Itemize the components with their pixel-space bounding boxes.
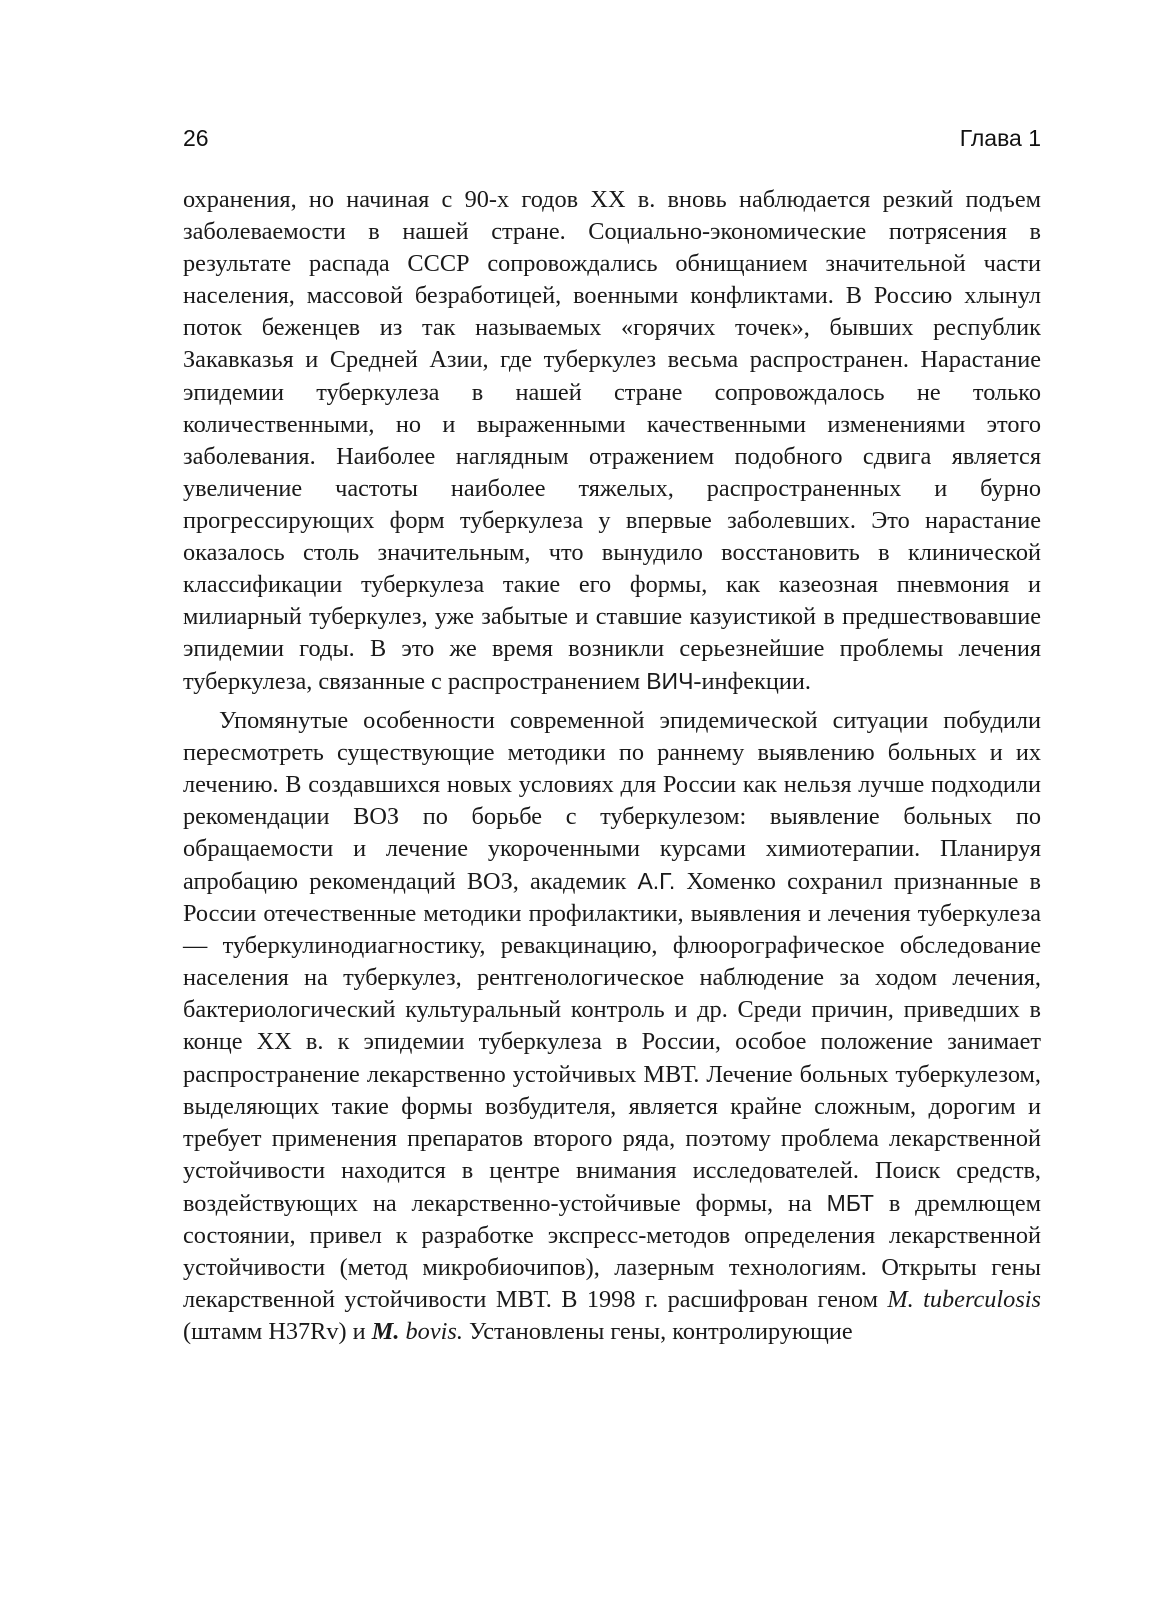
paragraph-2-text-d: (штамм H37Rv) и	[183, 1318, 372, 1346]
paragraph-2-text-b: Хоменко сохранил признанные в России отечественные методики профилактики, выявления и лечения туберкулеза — туберкулинодиагностику, ревакцинацию, флюорографическое обследование населения на туберкулез, рентгенологическое наблюдение за ходом лечения, бактериологический культуральный контроль и др. Среди причин, приведших в конце XX в. к эпидемии туберкулеза в России, особое положение занимает распространение лекарственно устойчивых МВТ. Лечение больных туберкулезом, выделяющих такие формы возбудителя, является крайне сложным, дорогим и требует применения препаратов второго ряда, поэтому проблема лекарственной устойчивости находится в центре внимания исследователей. Поиск средств, воздействующих на лекарственно-устойчивые формы, на	[183, 867, 1041, 1217]
abbreviation-mbt: МБТ	[826, 1189, 874, 1216]
page-number: 26	[183, 125, 209, 151]
paragraph-2-text-c: в дремлющем состоянии, привел к разработке экспресс-методов определения лекарственной устойчивости (метод микробиочипов), лазерным технологиям. Открыты гены лекарственной устойчивости МВТ. В 1998 г. расшифрован геном	[183, 1189, 1041, 1314]
body-text	[183, 184, 1041, 1348]
species-m-tuberculosis: M. tuberculosis	[887, 1286, 1041, 1314]
running-header	[183, 120, 1041, 156]
person-initials: А.Г.	[637, 867, 676, 894]
species-bovis: bovis.	[405, 1318, 463, 1346]
paragraph-2-text-a: Упомянутые особенности современной эпидемической ситуации побудили пересмотреть существующие методики по раннему выявлению больных и их лечению. В создавшихся новых условиях для России как нельзя лучше подходили рекомендации ВОЗ по борьбе с туберкулезом: выявление больных по обращаемости и лечение укороченными курсами химиотерапии. Планируя апробацию рекомендаций ВОЗ, академик	[183, 706, 1041, 895]
paragraph-1-end: -инфекции.	[693, 668, 811, 696]
abbreviation-hiv: ВИЧ	[646, 668, 694, 695]
paragraph-2	[183, 705, 1041, 1349]
chapter-title: Глава 1	[959, 125, 1041, 151]
paragraph-1-text: охранения, но начиная с 90-х годов XX в. вновь наблюдается резкий подъем заболеваемости в нашей стране. Социально-экономические потрясения в результате распада СССР сопровождались обнищанием значительной части населения, массовой безработицей, военными конфликтами. В Россию хлынул поток беженцев из так называемых «горячих точек», бывших республик Закавказья и Средней Азии, где туберкулез весьма распространен. Нарастание эпидемии туберкулеза в нашей стране сопровождалось не только количественными, но и выраженными качественными изменениями этого заболевания. Наиболее наглядным отражением подобного сдвига является увеличение частоты наиболее тяжелых, распространенных и бурно прогрессирующих форм туберкулеза у впервые заболевших. Это нарастание оказалось столь значительным, что вынудило восстановить в клинической классификации туберкулеза такие его формы, как казеозная пневмония и милиарный туберкулез, уже забытые и ставшие казуистикой в предшествовавшие эпидемии годы. В это же время возникли серьезнейшие проблемы лечения туберкулеза, связанные с распространением	[183, 186, 1041, 696]
paragraph-2-text-e: Установлены гены, контролирующие	[462, 1318, 853, 1346]
paragraph-1	[183, 184, 1041, 699]
species-m-genus: M.	[371, 1318, 400, 1346]
